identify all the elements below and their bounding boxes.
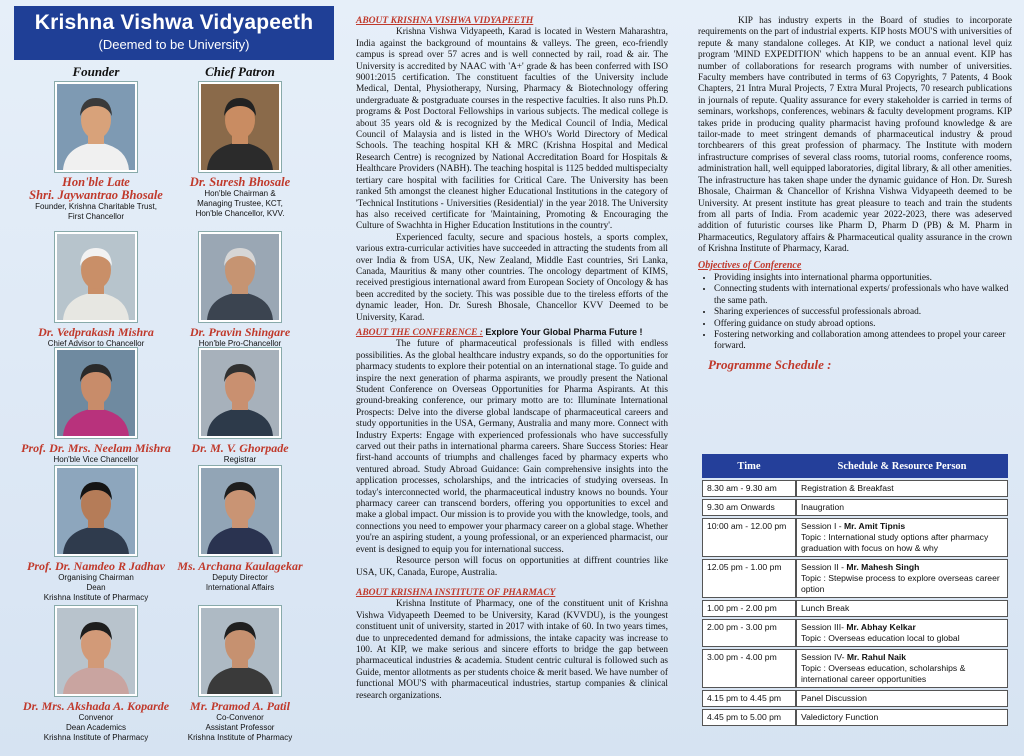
right-column xyxy=(698,16,1012,370)
portrait-photo xyxy=(55,82,137,172)
person-card xyxy=(16,466,176,603)
about-kip-para-1: Krishna Institute of Pharmacy, one of the constituent unit of Krishna Vishwa Vidyapeeth Deemed to be University, Karad (KVVDU), is the youngest constituent unit of university, started in 2017 with intake of 60. In two years times, due to unprecedented demand for admissions, the intake capacity was increase to 100. At KIP, we make serious and sincere efforts to bridge the gap between pharmaceutical industries & academia. Student centric cultural is followed such as Guide, mentor allotments as per students choice & merit based. We have number of functional MOU'S with pharmaceutical industries, startup companies & clinical research organizations. xyxy=(356,599,668,701)
person-card xyxy=(160,348,320,465)
session-speaker: Mr. Rahul Naik xyxy=(846,652,907,662)
session-speaker: Mr. Mahesh Singh xyxy=(846,562,920,572)
schedule-time: 12.05 pm - 1.00 pm xyxy=(702,559,796,598)
objective-item: • Fostering networking and collaboration among attendees to propel your career forward. xyxy=(714,330,1012,353)
schedule-table xyxy=(702,452,1008,728)
portrait-photo xyxy=(199,606,281,696)
portrait-photo xyxy=(55,466,137,556)
session-label: Lunch Break xyxy=(801,603,850,613)
person-title-line: Hon'ble Chairman & xyxy=(204,189,276,198)
about-kvv-para-1: Krishna Vishwa Vidyapeeth, Karad is located in Western Maharashtra, India against the background of mountains & valleys. The green, eco-friendly campus is spread over 57 acres and is well connected by rail, road & air. The University is accredited by NAAC with 'A+' grade & has been conferred with ISO 9001:2015 certification. The constituent faculties of the University include Medical, Dental, Physiotherapy, Nursing, Pharmacy & Biotechnology offering undergraduate & postgraduate courses in the respective faculties. It also runs Ph.D. programs & Post Doctoral Fellowships in various subjects. The medical college is about 35 years old & is recognized by the Medical Council of India, Medical Council of Malaysia and is listed in the WHO's World Directory of Medical Schools. The teaching hospital KH & MRC (Krishna Hospital and Medical Research Centre) is recognized by National Accreditation Board for Hospitals & Healthcare Providers (NABH). The teaching hospital is 1125 bedded multispecialty tertiary care hospital with facilities for Critical Care. The University has been ranked 5th amongst the cleanest higher Educational Institutions in the category of 'Technical Institutions - Universities (Residential)' in the year 2018. The University has also received certificate for 'Maintaining, Promoting & Encouraging the Culture of Swachhta in Higher Education Institutions in the country'. xyxy=(356,27,668,232)
person-card xyxy=(16,232,176,349)
time-column-header: Time xyxy=(702,454,796,478)
person-card xyxy=(160,232,320,349)
schedule-heading: Programme Schedule : xyxy=(708,356,832,372)
person-card xyxy=(16,348,176,465)
about-conference-para-1: The future of pharmaceutical professionals is filled with endless possibilities. As the global healthcare industry expands, so do the opportunities for pharmacy students to explore their potential on an international stage. To guide and inspire the next generation of pharma aspirants, we proudly present the National Student Conference on Overseas Opportunities for Pharma Aspirants. At this ground-breaking conference, our primary motto are to: Illuminate International Prospects: Delve into the diverse global landscape of pharmaceutical careers and study opportunities in the USA, Germany, Australia and many more. Connect with Industry Experts: Engage with experienced professionals who have successfully carved out their paths in international pharma careers. Share Success Stories: Hear first-hand accounts of triumphs and challenges faced by pharmacy experts who ventured abroad. Study Abroad Guidance: Gain comprehensive insights into the application processes, scholarships, and the intricacies of studying overseas. In today's interconnected world, the pharmaceutical industry knows no bounds. Your pharmacy career can transcend borders, offering you opportunities to excel and make a global impact. Our mission is to provide you with the knowledge, tools, and connections you need to empower your pharmacy career on a global stage. Whether you're an aspiring student, a young professional, or an experienced pharmacist, our event is designed to equip you for international success. xyxy=(356,339,668,555)
portrait-photo xyxy=(55,606,137,696)
session-speaker: Mr. Amit Tipnis xyxy=(844,521,906,531)
person-card xyxy=(160,466,320,593)
about-kvv-para-2: Experienced faculty, secure and spacious hostels, a sports complex, various extra-curricular activities have succeeded in attracting the students from all over India & from USA, UK, New Zealand, Middle East countries, Sri Lanka, Canada, Mauritius & many other countries. The oncology department of KIMS, received prestigious international award from European Society of Oncology & has been accredited by the society. This was possible due to the tireless efforts of the dynamic leader, Hon. Dr. Suresh Bhosale, Chancellor KVV Deemed to be University, Karad. xyxy=(356,232,668,323)
person-name: Dr. Pravin Shingare xyxy=(189,325,291,339)
person-title-line: Co-Convenor xyxy=(216,713,264,722)
portrait-photo xyxy=(55,232,137,322)
person-name: Hon'ble Late xyxy=(62,175,130,189)
schedule-session xyxy=(796,559,1008,598)
objective-item: • Offering guidance on study abroad options. xyxy=(714,319,1012,330)
schedule-session xyxy=(796,690,1008,707)
person-title-line: Krishna Institute of Pharmacy xyxy=(187,733,293,742)
session-label: Session II - xyxy=(801,562,847,572)
schedule-row xyxy=(702,480,1008,497)
schedule-row xyxy=(702,690,1008,707)
session-topic: Topic : Overseas education local to global xyxy=(801,633,960,643)
university-header xyxy=(14,6,334,60)
objective-item: • Sharing experiences of successful professionals abroad. xyxy=(714,307,1012,318)
about-conference-heading xyxy=(356,327,668,339)
person-name: Prof. Dr. Mrs. Neelam Mishra xyxy=(21,441,171,455)
schedule-time: 9.30 am Onwards xyxy=(702,499,796,516)
person-title-line: Krishna Institute of Pharmacy xyxy=(43,593,149,602)
about-conference-title: ABOUT THE CONFERENCE : xyxy=(356,327,483,338)
schedule-row xyxy=(702,649,1008,688)
kip-details-para: KIP has industry experts in the Board of studies to incorporate requirements on the part of industrial experts. KIP hosts MOU'S with universities of repute & many standalone colleges. At KIP, we conduct a national level quiz program 'MIND EXPEDITION' which happens to be an annual event. KIP has number of collaborations for research programs with number of universities. Faculty members have contributed in terms of 63 Copyrights, 7 Patents, 4 Book Chapters, 21 Intra Mural Projects, 7 Extra Mural Projects, 70 research publications in journals of repute. Quality assurance for every stakeholder is carried in terms of seminars, workshops, conferences, webinars & faculty development programs. KIP takes pride in producing quality pharmacist having profound knowledge & are tailor-made to meet stringent demands of pharmaceutical industry & proud torchbearers of this great profession of pharmacy. The Institute with modern infrastructure comprises of several class rooms, tutorial rooms, conference rooms, administration hall, well equipped laboratories, digital library, & all other amenities. The infrastructure has taken shape under the dynamic guidance of Hon. Dr. Suresh Bhosale, Chairman & Chancellor of Krishna Vishwa Vidyapeeth deemed to be University. At present institute has great pleasure to teach and train the students from all parts of India. From academic year 2022-2023, there was adeserved addition of futuristic courses like Pharm D, Pharm D (PB) & M. Pharm in Pharmaceutics, Regulatory affairs & Pharmaceutical quality assurance in the crown of Krishna Institute of Pharmacy, Karad. xyxy=(698,16,1012,255)
person-title-line: Assistant Professor xyxy=(205,723,275,732)
university-title: Krishna Vishwa Vidyapeeth xyxy=(34,11,314,34)
person-name: Dr. Vedprakash Mishra xyxy=(38,325,154,339)
person-card xyxy=(160,82,320,219)
schedule-header-row xyxy=(702,454,1008,478)
schedule-row xyxy=(702,619,1008,647)
person-title-line: Dean xyxy=(86,583,106,592)
about-kip-heading: ABOUT KRISHNA INSTITUTE OF PHARMACY xyxy=(356,587,556,598)
person-title-line: Organising Chairman xyxy=(58,573,134,582)
session-label: Session III- xyxy=(801,622,847,632)
about-conference-para-2: Resource person will focus on opportunities at diffrent countries like USA, UK, Canada, Europe, Australia. xyxy=(356,556,668,578)
schedule-session xyxy=(796,518,1008,557)
person-title-line: Convenor xyxy=(78,713,114,722)
person-name: Dr. Suresh Bhosale xyxy=(189,175,291,189)
about-kvv-heading: ABOUT KRISHNA VISHWA VIDYAPEETH xyxy=(356,16,534,26)
schedule-time: 8.30 am - 9.30 am xyxy=(702,480,796,497)
session-topic: Topic : Stepwise process to explore overseas career option xyxy=(801,573,1000,594)
schedule-session xyxy=(796,600,1008,617)
session-label: Session IV- xyxy=(801,652,847,662)
schedule-row xyxy=(702,709,1008,726)
person-title-line: Hon'ble Pro-Chancellor xyxy=(198,339,282,348)
person-title-line: First Chancellor xyxy=(67,212,124,221)
session-label: Valedictory Function xyxy=(801,712,879,722)
person-name: Prof. Dr. Namdeo R Jadhav xyxy=(27,559,165,573)
person-title-line: Managing Trustee, KCT, xyxy=(197,199,283,208)
person-title-line: Dean Academics xyxy=(65,723,127,732)
university-subtitle: (Deemed to be University) xyxy=(98,37,250,52)
person-card xyxy=(16,82,176,222)
schedule-row xyxy=(702,600,1008,617)
patron-label: Chief Patron xyxy=(205,64,275,79)
session-label: Registration & Breakfast xyxy=(801,483,894,493)
session-speaker: Mr. Abhay Kelkar xyxy=(846,622,916,632)
portrait-photo xyxy=(199,232,281,322)
person-title-line: Registrar xyxy=(223,455,257,464)
people-column xyxy=(0,0,340,756)
person-name: Ms. Archana Kaulagekar xyxy=(177,559,303,573)
person-title-line: Krishna Institute of Pharmacy xyxy=(43,733,149,742)
schedule-time: 1.00 pm - 2.00 pm xyxy=(702,600,796,617)
person-name: Dr. Mrs. Akshada A. Koparde xyxy=(22,699,170,713)
person-card xyxy=(160,606,320,743)
objectives-heading: Objectives of Conference xyxy=(698,259,802,271)
session-column-header: Schedule & Resource Person xyxy=(796,454,1008,478)
person-title-line: Hon'ble Chancellor, KVV. xyxy=(195,209,285,218)
schedule-session xyxy=(796,619,1008,647)
portrait-photo xyxy=(55,348,137,438)
session-topic: Topic : Overseas education, scholarships & international career opportunities xyxy=(801,663,966,684)
middle-column xyxy=(356,16,668,702)
objective-item: • Connecting students with international experts/ professionals who have walked the same path. xyxy=(714,284,1012,307)
person-title-line: Founder, Krishna Charitable Trust, xyxy=(35,202,157,211)
objectives-list xyxy=(698,273,1012,353)
schedule-session xyxy=(796,480,1008,497)
schedule-time: 3.00 pm - 4.00 pm xyxy=(702,649,796,688)
portrait-photo xyxy=(199,466,281,556)
schedule-session xyxy=(796,649,1008,688)
portrait-photo xyxy=(199,82,281,172)
person-title-line: International Affairs xyxy=(205,583,275,592)
schedule-row xyxy=(702,518,1008,557)
schedule-time: 10:00 am - 12.00 pm xyxy=(702,518,796,557)
about-conference-tagline: Explore Your Global Pharma Future ! xyxy=(485,326,643,337)
person-name-line-2: Shri. Jaywantrao Bhosale xyxy=(29,188,163,202)
schedule-row xyxy=(702,499,1008,516)
portrait-photo xyxy=(199,348,281,438)
person-name: Mr. Pramod A. Patil xyxy=(190,699,290,713)
person-title-line: Deputy Director xyxy=(212,573,268,582)
schedule-row xyxy=(702,559,1008,598)
schedule-time: 4.15 pm to 4.45 pm xyxy=(702,690,796,707)
schedule-time: 4.45 pm to 5.00 pm xyxy=(702,709,796,726)
person-name: Dr. M. V. Ghorpade xyxy=(191,441,289,455)
session-label: Session I - xyxy=(801,521,844,531)
schedule-session xyxy=(796,499,1008,516)
session-label: Panel Discussion xyxy=(801,693,867,703)
founder-label: Founder xyxy=(72,64,120,79)
person-title-line: Chief Advisor to Chancellor xyxy=(47,339,145,348)
session-label: Inaugration xyxy=(801,502,845,512)
person-title-line: Hon'ble Vice Chancellor xyxy=(53,455,139,464)
schedule-session xyxy=(796,709,1008,726)
objective-item: • Providing insights into international pharma opportunities. xyxy=(714,273,1012,284)
person-card xyxy=(16,606,176,743)
schedule-time: 2.00 pm - 3.00 pm xyxy=(702,619,796,647)
session-topic: Topic : International study options after pharmacy graduation with focus on how & why xyxy=(801,532,989,553)
